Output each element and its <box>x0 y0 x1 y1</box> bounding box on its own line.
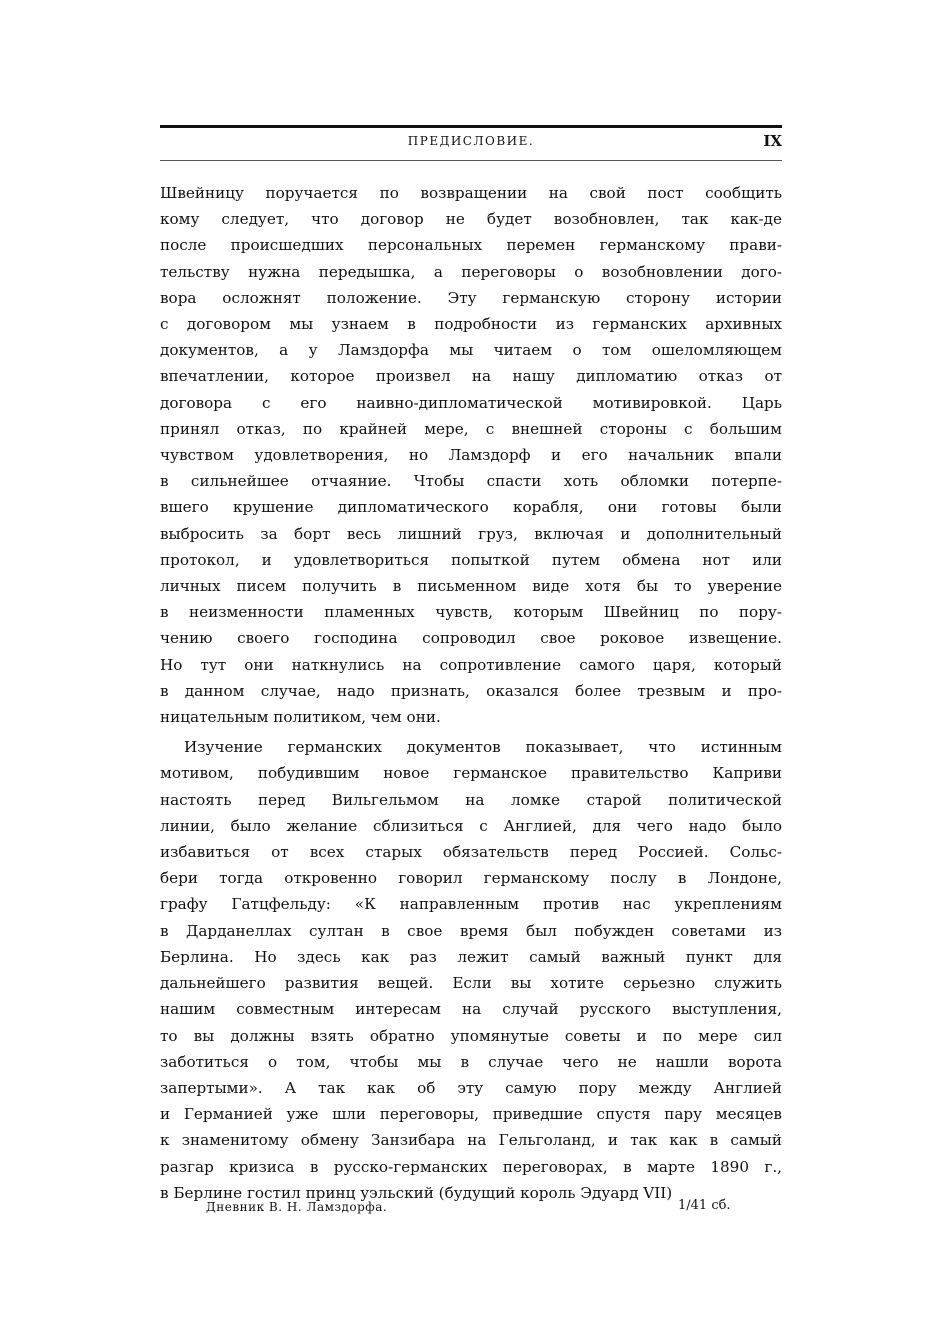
text-line: договора с его наивно-дипломатической мотивировкой. Царь <box>160 393 782 412</box>
text-line: после происшедших персональных перемен германскому прави- <box>160 236 782 255</box>
text-line: заботиться о том, чтобы мы в случае чего не нашли ворота <box>160 1052 782 1071</box>
text-line: запертыми». А так как об эту самую пору между Англией <box>160 1078 782 1097</box>
header-underline <box>160 160 782 161</box>
text-line: бери тогда откровенно говорил германскому послу в Лондоне, <box>160 869 782 888</box>
text-line: впечатлении, которое произвел на нашу дипломатию отказ от <box>160 367 782 386</box>
text-line: выбросить за борт весь лишний груз, включая и дополнительный <box>160 524 782 543</box>
text-line: в неизменности пламенных чувств, которым Швейниц по пору- <box>160 603 782 622</box>
text-line: тельству нужна передышка, а переговоры о возобновлении дого- <box>160 262 782 281</box>
text-line: настоять перед Вильгельмом на ломке старой политической <box>160 790 782 809</box>
text-line: вора осложнят положение. Эту германскую сторону истории <box>160 288 782 307</box>
paragraph <box>160 734 782 1206</box>
page-footer <box>160 1200 782 1220</box>
text-line: личных писем получить в письменном виде хотя бы то уверение <box>160 577 782 596</box>
text-line: Швейницу поручается по возвращении на свой пост сообщить <box>160 184 782 202</box>
text-line: в Берлине гостил принц уэльский (будущий король Эдуард VII) <box>160 1183 673 1202</box>
page-number: IX <box>763 132 782 150</box>
footer-signature: Дневник В. Н. Ламздорфа. <box>206 1200 388 1214</box>
text-line: графу Гатцфельду: «К направленным против нас укреплениям <box>160 895 782 914</box>
header-rule <box>160 125 782 128</box>
text-line: в данном случае, надо признать, оказался более трезвым и про- <box>160 681 782 700</box>
text-line: документов, а у Ламздорфа мы читаем о том ошеломляющем <box>160 341 782 360</box>
text-line: нашим совместным интересам на случай русского выступления, <box>160 1000 782 1019</box>
paragraph <box>160 180 782 730</box>
text-line: мотивом, побудившим новое германское правительство Каприви <box>160 764 782 783</box>
text-line: ницательным политиком, чем они. <box>160 708 441 727</box>
text-line: Но тут они наткнулись на сопротивление самого царя, который <box>160 655 782 674</box>
text-line: Берлина. Но здесь как раз лежит самый важный пункт для <box>160 947 782 966</box>
text-line: в сильнейшее отчаяние. Чтобы спасти хоть обломки потерпе- <box>160 472 782 491</box>
body-text <box>160 180 782 1206</box>
running-head <box>160 134 782 156</box>
text-line: протокол, и удовлетвориться попыткой путем обмена нот или <box>160 550 782 569</box>
text-line: в Дарданеллах султан в свое время был побужден советами из <box>160 921 782 940</box>
running-title: ПРЕДИСЛОВИЕ. <box>407 134 535 148</box>
text-line: и Германией уже шли переговоры, приведшие спустя пару месяцев <box>160 1105 782 1124</box>
text-line: принял отказ, по крайней мере, с внешней стороны с большим <box>160 419 782 438</box>
text-line: кому следует, что договор не будет возобновлен, так как-де <box>160 210 782 229</box>
text-line: дальнейшего развития вещей. Если вы хотите серьезно служить <box>160 974 782 993</box>
text-line: разгар кризиса в русско-германских переговорах, в марте 1890 г., <box>160 1157 782 1176</box>
text-line: чувством удовлетворения, но Ламздорф и его начальник впали <box>160 446 782 465</box>
text-line: вшего крушение дипломатического корабля, они готовы были <box>160 498 782 517</box>
text-line: избавиться от всех старых обязательств перед Россией. Сольс- <box>160 843 782 862</box>
text-line: с договором мы узнаем в подробности из германских архивных <box>160 315 782 334</box>
text-line: чению своего господина сопроводил свое роковое извещение. <box>160 629 782 648</box>
text-line: то вы должны взять обратно упомянутые советы и по мере сил <box>160 1026 782 1045</box>
text-line: Изучение германских документов показывает, что истинным <box>184 738 782 757</box>
sheet-mark: 1/41 сб. <box>678 1198 731 1213</box>
text-line: линии, было желание сблизиться с Англией, для чего надо было <box>160 816 782 835</box>
text-line: к знаменитому обмену Занзибара на Гельголанд, и так как в самый <box>160 1131 782 1150</box>
